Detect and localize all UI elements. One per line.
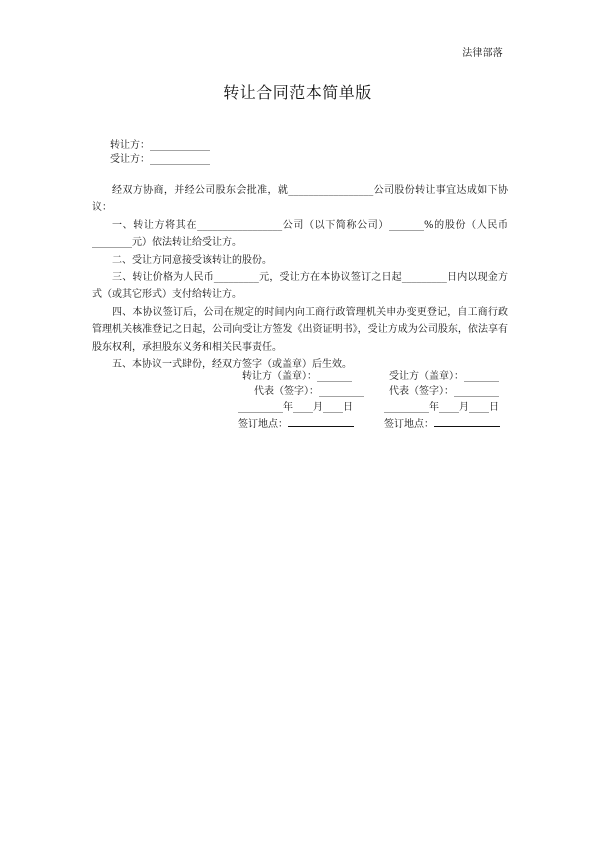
clause-5: 五、本协议一式肆份，经双方签字（或盖章）后生效。: [112, 359, 352, 371]
transferor-place-underline: [288, 416, 354, 427]
agreement-body: [92, 182, 508, 373]
transferee-place-line: [384, 416, 500, 432]
clause-1: 一、转让方将其在_________________公司（以下简称公司）_______%的股份（人民币________元）依法转让给受让方。: [92, 219, 508, 249]
clause-4: 四、本协议签订后，公司在规定的时间内向工商行政管理机关申办变更登记，自工商行政管理机关核准登记之日起，公司向受让方签发《出资证明书》，受让方成为公司股东，依法享有股东权利，承担股东义务和相关民事责任。: [92, 306, 508, 353]
document-title: 转让合同范本简单版: [223, 83, 372, 102]
transferee-place-underline: [434, 416, 500, 427]
clause-3: 三、转让价格为人民币_________元，受让方在本协议签订之日起_________日内以现金方式（或其它形式）支付给转让方。: [92, 272, 508, 301]
transferee-date-line: _________年____月____日: [384, 402, 499, 413]
transferee-line: 受让方：____________: [110, 154, 210, 165]
transferor-line: 转让方：____________: [110, 140, 210, 151]
transferee-rep-line: 代表（签字）：_________: [389, 386, 499, 397]
transferor-place-line: [238, 416, 354, 432]
clause-2: 二、受让方同意接受该转让的股份。: [112, 254, 272, 266]
transferee-place-label: 签订地点：: [384, 419, 434, 430]
transferor-date-line: _________年____月____日: [238, 402, 353, 413]
transferor-rep-line: 代表（签字）：_________: [254, 386, 364, 397]
header-source-label: 法律部落: [462, 48, 503, 59]
transferor-seal-line: 转让方（盖章）：_______: [242, 371, 352, 382]
transferee-seal-line: 受让方（盖章）：_______: [389, 371, 499, 382]
transferor-place-label: 签订地点：: [238, 419, 288, 430]
preamble-paragraph: 经双方协商，并经公司股东会批准，就_________________公司股份转让事宜达成如下协议：: [92, 185, 508, 214]
